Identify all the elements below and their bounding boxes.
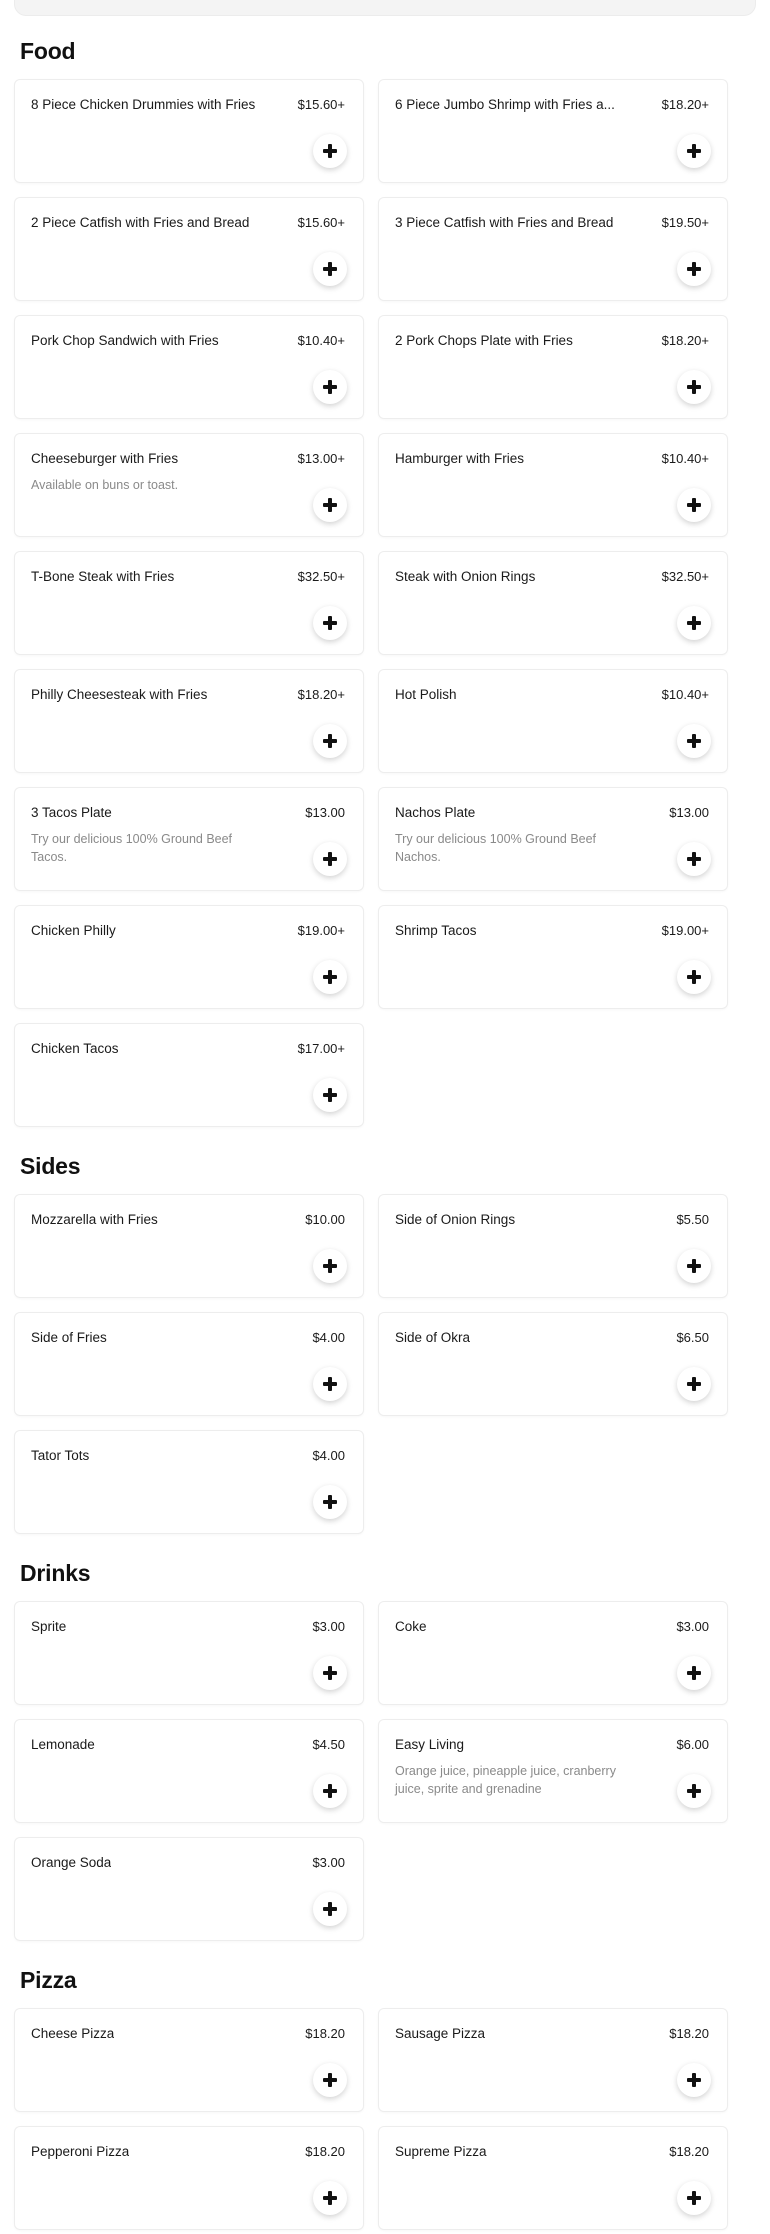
menu-item-price: $18.20 — [669, 2144, 709, 2159]
menu-item-name: Side of Onion Rings — [395, 1212, 516, 1227]
menu-item-card[interactable] — [14, 197, 364, 301]
menu-item-price: $19.00+ — [661, 923, 709, 938]
menu-item-header — [31, 1211, 345, 1229]
menu-item-name: Philly Cheesesteak with Fries — [31, 687, 208, 702]
add-item-button[interactable] — [677, 1656, 711, 1690]
menu-item-price: $19.50+ — [661, 215, 709, 230]
add-item-button[interactable] — [677, 1774, 711, 1808]
menu-item-header — [395, 1736, 709, 1754]
add-item-button[interactable] — [677, 724, 711, 758]
menu-section — [14, 1560, 756, 1941]
menu-item-card[interactable] — [14, 1194, 364, 1298]
menu-item-name: Tator Tots — [31, 1448, 90, 1463]
menu-item-card[interactable] — [14, 1719, 364, 1823]
menu-item-header — [31, 1854, 345, 1872]
menu-item-description: Try our delicious 100% Ground Beef Nachos. — [395, 831, 597, 864]
menu-item-header — [31, 1736, 345, 1754]
menu-item-grid — [14, 2008, 756, 2230]
menu-item-card[interactable] — [14, 1312, 364, 1416]
menu-item-name: T-Bone Steak with Fries — [31, 569, 175, 584]
menu-item-name: Chicken Philly — [31, 923, 116, 938]
menu-item-card[interactable] — [378, 787, 728, 891]
menu-item-price: $6.00 — [676, 1737, 709, 1752]
section-title: Sides — [20, 1153, 81, 1179]
add-item-button[interactable] — [677, 2063, 711, 2097]
menu-item-name: Nachos Plate — [395, 805, 476, 820]
add-item-button[interactable] — [313, 488, 347, 522]
add-item-button[interactable] — [313, 1656, 347, 1690]
add-item-button[interactable] — [313, 134, 347, 168]
add-item-button[interactable] — [313, 2181, 347, 2215]
plus-icon — [323, 970, 337, 984]
add-item-button[interactable] — [313, 1892, 347, 1926]
plus-icon — [687, 1377, 701, 1391]
menu-item-header — [395, 1211, 709, 1229]
add-item-button[interactable] — [313, 960, 347, 994]
menu-item-name: 8 Piece Chicken Drummies with Fries — [31, 97, 256, 112]
plus-icon — [323, 380, 337, 394]
add-item-button[interactable] — [677, 842, 711, 876]
menu-item-name: Sprite — [31, 1619, 67, 1634]
menu-item-card[interactable] — [378, 79, 728, 183]
menu-item-price: $10.00 — [305, 1212, 345, 1227]
menu-item-price: $32.50+ — [661, 569, 709, 584]
plus-icon — [687, 734, 701, 748]
section-title: Food — [20, 38, 76, 64]
add-item-button[interactable] — [677, 1367, 711, 1401]
menu-item-grid — [14, 1194, 756, 1534]
plus-icon — [687, 1784, 701, 1798]
menu-item-name: 3 Tacos Plate — [31, 805, 112, 820]
add-item-button[interactable] — [677, 606, 711, 640]
menu-item-price: $15.60+ — [297, 215, 345, 230]
menu-item-card[interactable] — [378, 1601, 728, 1705]
add-item-button[interactable] — [313, 2063, 347, 2097]
menu-item-name: Shrimp Tacos — [395, 923, 477, 938]
plus-icon — [687, 1259, 701, 1273]
plus-icon — [323, 2191, 337, 2205]
menu-item-name: 6 Piece Jumbo Shrimp with Fries a... — [395, 97, 615, 112]
plus-icon — [323, 1784, 337, 1798]
menu-item-name: Orange Soda — [31, 1855, 112, 1870]
menu-item-header — [395, 96, 709, 114]
menu-section — [14, 1153, 756, 1534]
menu-item-card[interactable] — [14, 2008, 364, 2112]
menu-item-price: $19.00+ — [297, 923, 345, 938]
menu-item-header — [395, 2025, 709, 2043]
menu-item-price: $18.20 — [669, 2026, 709, 2041]
menu-item-price: $4.00 — [312, 1330, 345, 1345]
plus-icon — [323, 2073, 337, 2087]
add-item-button[interactable] — [677, 134, 711, 168]
menu-item-description: Try our delicious 100% Ground Beef Tacos. — [31, 831, 233, 864]
menu-item-card[interactable] — [14, 905, 364, 1009]
plus-icon — [323, 144, 337, 158]
menu-item-name: Cheese Pizza — [31, 2026, 115, 2041]
plus-icon — [323, 1495, 337, 1509]
menu-item-price: $10.40+ — [297, 333, 345, 348]
menu-item-header — [395, 686, 709, 704]
menu-item-description: Available on buns or toast. — [31, 477, 179, 492]
menu-item-card[interactable] — [378, 315, 728, 419]
menu-item-header — [395, 450, 709, 468]
plus-icon — [687, 2073, 701, 2087]
menu-item-header — [31, 2143, 345, 2161]
menu-item-card[interactable] — [14, 1430, 364, 1534]
menu-item-card[interactable] — [378, 2126, 728, 2230]
menu-item-name: Coke — [395, 1619, 427, 1634]
menu-item-price: $3.00 — [312, 1619, 345, 1634]
menu-item-name: Side of Fries — [31, 1330, 107, 1345]
add-item-button[interactable] — [313, 252, 347, 286]
menu-item-card[interactable] — [378, 551, 728, 655]
section-title: Pizza — [20, 1967, 77, 1993]
menu-item-header — [31, 214, 345, 232]
menu-item-name: 3 Piece Catfish with Fries and Bread — [395, 215, 614, 230]
plus-icon — [687, 498, 701, 512]
add-item-button[interactable] — [677, 2181, 711, 2215]
menu-section — [14, 38, 756, 1127]
menu-item-header — [31, 686, 345, 704]
menu-item-card[interactable] — [14, 1837, 364, 1941]
menu-item-name: 2 Piece Catfish with Fries and Bread — [31, 215, 250, 230]
plus-icon — [687, 852, 701, 866]
plus-icon — [687, 380, 701, 394]
menu-item-price: $10.40+ — [661, 687, 709, 702]
menu-item-header — [31, 96, 345, 114]
plus-icon — [323, 734, 337, 748]
add-item-button[interactable] — [677, 252, 711, 286]
add-item-button[interactable] — [677, 960, 711, 994]
menu-item-card[interactable] — [378, 197, 728, 301]
plus-icon — [323, 262, 337, 276]
menu-item-header — [395, 568, 709, 586]
plus-icon — [687, 262, 701, 276]
plus-icon — [687, 616, 701, 630]
menu-item-header — [395, 1329, 709, 1347]
menu-item-name: Sausage Pizza — [395, 2026, 486, 2041]
menu-item-price: $4.50 — [312, 1737, 345, 1752]
menu-item-price: $13.00 — [305, 805, 345, 820]
plus-icon — [323, 498, 337, 512]
menu-item-header — [31, 1040, 345, 1058]
plus-icon — [687, 2191, 701, 2205]
menu-item-header — [31, 332, 345, 350]
menu-item-header — [31, 804, 345, 822]
menu-item-description: Orange juice, pineapple juice, cranberry juice, sprite and grenadine — [395, 1763, 616, 1796]
menu-item-card[interactable] — [14, 551, 364, 655]
menu-item-grid — [14, 79, 756, 1127]
menu-item-name: Chicken Tacos — [31, 1041, 119, 1056]
menu-item-price: $4.00 — [312, 1448, 345, 1463]
menu-item-name: Pepperoni Pizza — [31, 2144, 130, 2159]
menu-item-header — [395, 922, 709, 940]
menu-item-header — [395, 1618, 709, 1636]
menu-item-card[interactable] — [378, 433, 728, 537]
menu-item-card[interactable] — [378, 2008, 728, 2112]
add-item-button[interactable] — [677, 488, 711, 522]
menu-item-price: $3.00 — [312, 1855, 345, 1870]
plus-icon — [687, 970, 701, 984]
plus-icon — [323, 1259, 337, 1273]
menu-item-card[interactable] — [378, 669, 728, 773]
menu-item-card[interactable] — [14, 2126, 364, 2230]
menu-item-price: $18.20 — [305, 2144, 345, 2159]
plus-icon — [323, 852, 337, 866]
add-item-button[interactable] — [313, 842, 347, 876]
add-item-button[interactable] — [677, 370, 711, 404]
add-item-button[interactable] — [677, 1249, 711, 1283]
menu-item-name: Cheeseburger with Fries — [31, 451, 179, 466]
menu-item-name: Easy Living — [395, 1737, 465, 1752]
menu-item-price: $5.50 — [676, 1212, 709, 1227]
plus-icon — [687, 144, 701, 158]
menu-item-header — [395, 332, 709, 350]
menu-item-price: $18.20+ — [661, 97, 709, 112]
menu-item-price: $15.60+ — [297, 97, 345, 112]
menu-item-header — [31, 1329, 345, 1347]
menu-item-price: $18.20+ — [661, 333, 709, 348]
menu-item-card[interactable] — [14, 787, 364, 891]
menu-item-header — [395, 214, 709, 232]
menu-item-price: $13.00 — [669, 805, 709, 820]
plus-icon — [323, 1666, 337, 1680]
add-item-button[interactable] — [313, 370, 347, 404]
menu-item-price: $18.20+ — [297, 687, 345, 702]
menu-item-name: Supreme Pizza — [395, 2144, 487, 2159]
menu-item-header — [31, 568, 345, 586]
menu-item-card[interactable] — [378, 1312, 728, 1416]
menu-item-header — [395, 804, 709, 822]
menu-item-header — [395, 2143, 709, 2161]
add-item-button[interactable] — [313, 724, 347, 758]
menu-item-price: $3.00 — [676, 1619, 709, 1634]
plus-icon — [687, 1666, 701, 1680]
menu-item-header — [31, 1618, 345, 1636]
menu-item-name: Hamburger with Fries — [395, 451, 525, 466]
add-item-button[interactable] — [313, 1249, 347, 1283]
add-item-button[interactable] — [313, 606, 347, 640]
menu-item-card[interactable] — [14, 79, 364, 183]
add-item-button[interactable] — [313, 1367, 347, 1401]
section-title: Drinks — [20, 1560, 91, 1586]
menu-item-name: Lemonade — [31, 1737, 95, 1752]
menu-item-header — [31, 922, 345, 940]
plus-icon — [323, 1088, 337, 1102]
menu-item-price: $13.00+ — [297, 451, 345, 466]
add-item-button[interactable] — [313, 1485, 347, 1519]
menu-item-card[interactable] — [378, 1194, 728, 1298]
menu-item-name: Hot Polish — [395, 687, 457, 702]
menu-item-name: Steak with Onion Rings — [395, 569, 536, 584]
add-item-button[interactable] — [313, 1774, 347, 1808]
menu-item-header — [31, 1447, 345, 1465]
plus-icon — [323, 616, 337, 630]
menu-item-card[interactable] — [14, 1601, 364, 1705]
menu-item-card[interactable] — [378, 1719, 728, 1823]
menu-item-price: $32.50+ — [297, 569, 345, 584]
menu-item-card[interactable] — [14, 433, 364, 537]
menu-item-price: $17.00+ — [297, 1041, 345, 1056]
menu-item-card[interactable] — [14, 315, 364, 419]
menu-item-card[interactable] — [378, 905, 728, 1009]
menu-item-price: $10.40+ — [661, 451, 709, 466]
menu-item-name: Pork Chop Sandwich with Fries — [31, 333, 219, 348]
menu-item-grid — [14, 1601, 756, 1941]
menu-item-name: 2 Pork Chops Plate with Fries — [395, 333, 573, 348]
menu-item-header — [31, 2025, 345, 2043]
add-item-button[interactable] — [313, 1078, 347, 1112]
menu-item-card[interactable] — [14, 1023, 364, 1127]
menu-item-name: Side of Okra — [395, 1330, 471, 1345]
menu-section — [14, 1967, 756, 2230]
plus-icon — [323, 1902, 337, 1916]
plus-icon — [323, 1377, 337, 1391]
menu-item-price: $18.20 — [305, 2026, 345, 2041]
menu-item-card[interactable] — [14, 669, 364, 773]
menu-item-name: Mozzarella with Fries — [31, 1212, 158, 1227]
menu-item-price: $6.50 — [676, 1330, 709, 1345]
menu-item-header — [31, 450, 345, 468]
